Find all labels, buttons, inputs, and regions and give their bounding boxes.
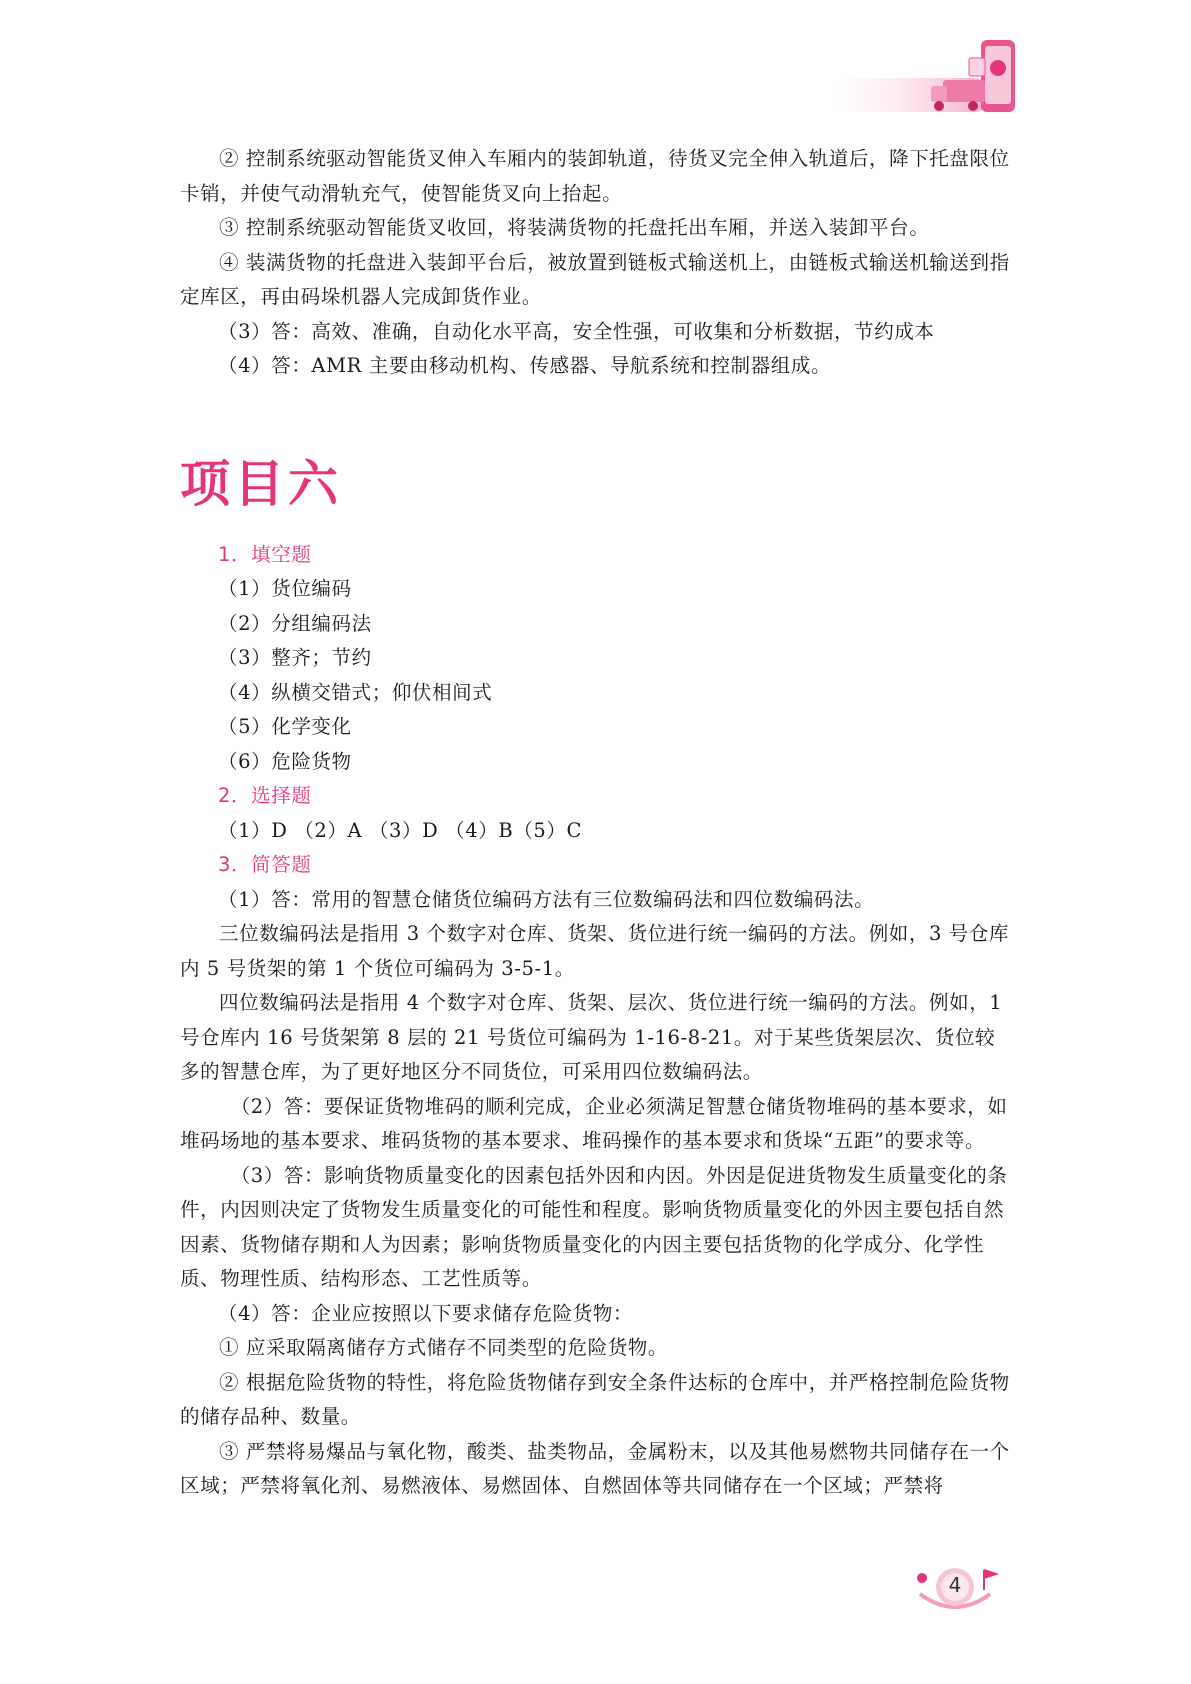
paragraph: （1）答：常用的智慧仓储货位编码方法有三位数编码法和四位数编码法。: [218, 887, 875, 911]
header-decoration-phone-truck-icon: [831, 36, 1031, 126]
paragraph: ① 应采取隔离储存方式储存不同类型的危险货物。: [219, 1336, 668, 1359]
fill-answer-item: （1）货位编码: [218, 577, 352, 600]
paragraph: 四位数编码法是指用 4 个数字对仓库、货架、层次、货位进行统一编码的方法。例如，1 号仓库内 16 号货架第 8 层的 21 号货位可编码为 1-16-8-21。对于某些货架层次、货位较多的智慧仓库，为了更好地区分不同货位，可采用四位数编码法。: [180, 991, 1003, 1083]
fill-blank-title: 1．填空题: [218, 542, 312, 566]
fill-blank-answers: [180, 572, 1010, 779]
fill-answer-item: （5）化学变化: [218, 715, 352, 738]
paragraph: （4）答：企业应按照以下要求储存危险货物：: [218, 1301, 634, 1325]
section-heading: 项目六: [180, 454, 342, 513]
paragraph: （2）答：要保证货物堆码的顺利完成，企业必须满足智慧仓储货物堆码的基本要求，如堆码场地的基本要求、堆码货物的基本要求、堆码操作的基本要求和货垛“五距”的要求等。: [180, 1094, 1008, 1152]
continued-answer-paragraphs: [180, 142, 1010, 384]
fill-answer-item: （4）纵横交错式；仰伏相间式: [218, 680, 493, 704]
paragraph: （3）答：高效、准确，自动化水平高，安全性强，可收集和分析数据，节约成本: [218, 319, 935, 343]
paragraph: ④ 装满货物的托盘进入装卸平台后，被放置到链板式输送机上，由链板式输送机输送到指定库区，再由码垛机器人完成卸货作业。: [180, 250, 1010, 308]
paragraph: ② 控制系统驱动智能货叉伸入车厢内的装卸轨道，待货叉完全伸入轨道后，降下托盘限位卡销，并使气动滑轨充气，使智能货叉向上抬起。: [180, 147, 1010, 205]
fill-answer-item: （3）整齐；节约: [218, 646, 372, 669]
fill-answer-item: （2）分组编码法: [218, 611, 372, 635]
page-number: 4: [948, 1573, 962, 1597]
paragraph: （3）答：影响货物质量变化的因素包括外因和内因。外因是促进货物发生质量变化的条件，内因则决定了货物发生质量变化的可能性和程度。影响货物质量变化的外因主要包括自然因素、货物储存期和人为因素；影响货物质量变化的内因主要包括货物的化学成分、化学性质、物理性质、结构形态、工艺性质等。: [180, 1163, 1008, 1290]
short-answer-paragraphs: [180, 883, 1010, 1504]
paragraph: ③ 严禁将易爆品与氧化物，酸类、盐类物品，金属粉末，以及其他易燃物共同储存在一个区域；严禁将氧化剂、易燃液体、易燃固体、自燃固体等共同储存在一个区域；严禁将: [180, 1439, 1010, 1497]
paragraph: 三位数编码法是指用 3 个数字对仓库、货架、货位进行统一编码的方法。例如，3 号仓库内 5 号货架的第 1 个货位可编码为 3-5-1。: [180, 922, 1010, 980]
paragraph: ② 根据危险货物的特性，将危险货物储存到安全条件达标的仓库中，并严格控制危险货物的储存品种、数量。: [180, 1370, 1010, 1428]
choice-title: 2．选择题: [218, 784, 312, 807]
choice-answers: （1）D （2）A （3）D （4）B（5）C: [218, 818, 583, 842]
paragraph: ③ 控制系统驱动智能货叉收回，将装满货物的托盘托出车厢，并送入装卸平台。: [219, 216, 930, 239]
page-content: [180, 142, 1010, 1504]
fill-answer-item: （6）危险货物: [218, 749, 352, 773]
short-answer-title: 3．简答题: [218, 853, 312, 876]
paragraph: （4）答：AMR 主要由移动机构、传感器、导航系统和控制器组成。: [218, 354, 832, 377]
